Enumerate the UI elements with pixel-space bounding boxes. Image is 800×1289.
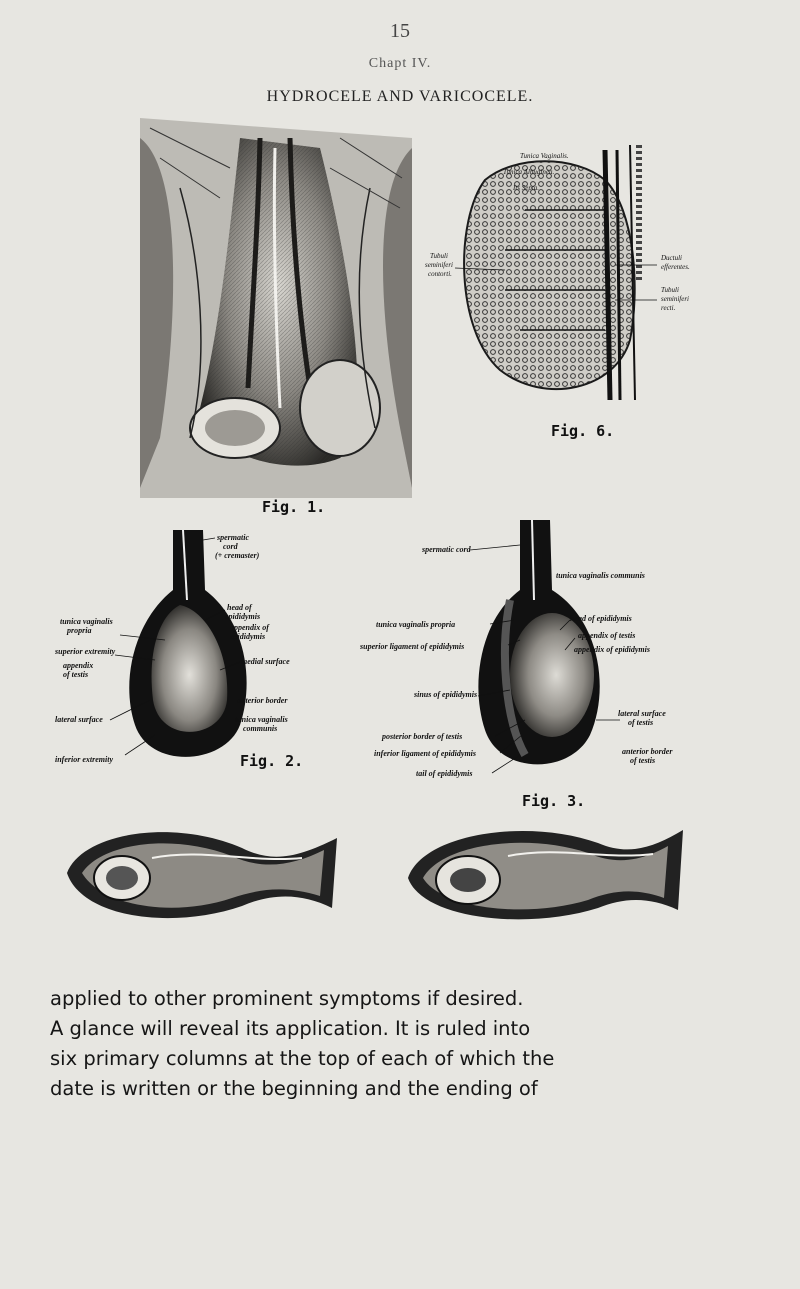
fig3-label-appendix-testis: appendix of testis	[578, 631, 636, 640]
figure-6-illustration	[425, 140, 725, 410]
fig3-label-anterior-border-1: anterior border	[622, 747, 673, 756]
label-tubuli-contorti-2: seminiferi	[425, 261, 453, 269]
fig3-label-posterior-border: posterior border of testis	[382, 732, 463, 741]
fig3-label-inferior-ligament: inferior ligament of epididymis	[374, 749, 476, 758]
fig2-label-head-epididymis-1: head of	[227, 603, 252, 612]
body-line-4: date is written or the beginning and the ending of	[50, 1077, 538, 1100]
fig2-label-appendix-epididymis-2: epididymis	[230, 632, 266, 641]
fig2-label-tunica-propria-1: tunica vaginalis	[60, 617, 113, 626]
label-tubuli-contorti-1: Tubuli	[430, 252, 448, 260]
figure-2-illustration	[55, 530, 325, 780]
body-line-2: A glance will reveal its application. It is ruled into	[50, 1017, 531, 1040]
label-ductuli-2: efferentes.	[661, 263, 690, 271]
label-its-septa: Its Septa.	[513, 184, 540, 192]
fig3-label-lateral-surface-2: of testis	[628, 718, 654, 727]
fig2-label-medial-surface: medial surface	[241, 657, 290, 666]
fig2-label-appendix-testis-2: of testis	[63, 670, 89, 679]
fig2-label-inferior-extremity: inferior extremity	[55, 755, 113, 764]
fig3-label-tunica-propria: tunica vaginalis propria	[376, 620, 456, 629]
label-tubuli-recti-2: seminiferi	[661, 295, 689, 303]
fig2-label-superior-extremity: superior extremity	[55, 647, 116, 656]
figure-1-illustration	[140, 108, 412, 498]
fig2-label-appendix-testis-1: appendix	[63, 661, 94, 670]
fig3-label-head-epididymis: head of epididymis	[570, 614, 632, 623]
page-number: 15	[390, 20, 410, 42]
cross-section-left-illustration	[62, 818, 340, 932]
label-tubuli-recti-1: Tubuli	[661, 286, 679, 294]
fig2-label-spermatic-1: spermatic	[217, 533, 249, 542]
chapter-heading: Chapt IV.	[368, 56, 432, 71]
fig2-label-tunica-communis-2: communis	[243, 724, 278, 733]
fig3-label-appendix-epididymis: appendix of epididymis	[574, 645, 650, 654]
figure-1-caption: Fig. 1.	[262, 498, 326, 516]
label-tunica-vaginalis: Tunica Vaginalis.	[520, 152, 569, 160]
figure-2-caption: Fig. 2.	[240, 752, 304, 770]
fig3-label-superior-ligament: superior ligament of epididymis	[360, 642, 465, 651]
figure-3-caption: Fig. 3.	[522, 792, 586, 810]
fig2-label-spermatic-2: cord	[223, 542, 238, 551]
label-tubuli-contorti-3: contorti.	[428, 270, 452, 278]
fig2-label-tunica-propria-2: propria	[67, 626, 92, 635]
fig3-label-tail-epididymis: tail of epididymis	[416, 769, 473, 778]
body-text	[50, 984, 760, 1104]
fig3-label-lateral-surface-1: lateral surface	[618, 709, 666, 718]
figure-6-caption: Fig. 6.	[551, 422, 615, 440]
fig3-label-sinus-epididymis: sinus of epididymis	[414, 690, 478, 699]
fig2-label-anterior-border: anterior border	[237, 696, 288, 705]
fig3-label-tunica-communis: tunica vaginalis communis	[556, 571, 645, 580]
fig2-label-lateral-surface: lateral surface	[55, 715, 103, 724]
cross-section-right-illustration	[398, 818, 686, 928]
fig3-label-spermatic-cord: spermatic cord	[422, 545, 471, 554]
fig3-label-anterior-border-2: of testis	[630, 756, 656, 765]
label-tubuli-recti-3: recti.	[661, 304, 676, 312]
fig2-label-tunica-communis-1: tunica vaginalis	[235, 715, 288, 724]
body-line-3: six primary columns at the top of each of which the	[50, 1047, 555, 1070]
fig2-label-spermatic-3: (+ cremaster)	[215, 551, 260, 560]
body-line-1: applied to other prominent symptoms if desired.	[50, 987, 524, 1010]
label-ductuli-1: Ductuli	[661, 254, 682, 262]
fig2-label-head-epididymis-2: epididymis	[225, 612, 261, 621]
page-title: HYDROCELE AND VARICOCELE.	[266, 88, 534, 105]
figure-3-illustration	[360, 520, 690, 780]
fig2-label-appendix-epididymis-1: appendix of	[230, 623, 269, 632]
label-tunica-albuginea: Tunica Albuginea.	[503, 168, 555, 176]
